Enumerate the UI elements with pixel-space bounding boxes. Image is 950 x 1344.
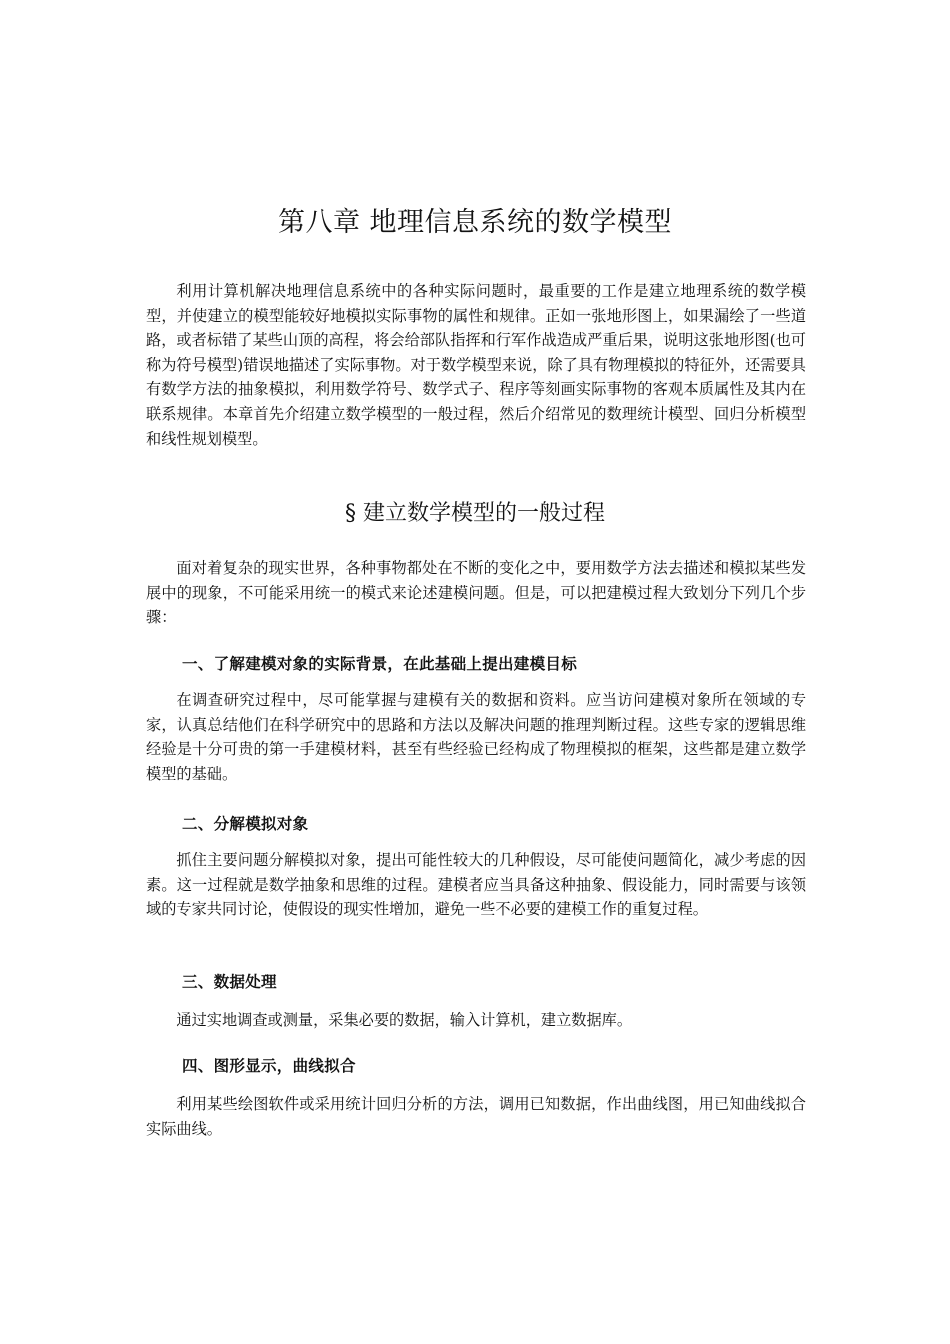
section-intro-paragraph: 面对着复杂的现实世界，各种事物都处在不断的变化之中，要用数学方法去描述和模拟某些发展中的现象，不可能采用统一的模式来论述建模问题。但是，可以把建模过程大致划分下列几个步骤： (146, 559, 806, 627)
step-4-body: 利用某些绘图软件或采用统计回归分析的方法，调用已知数据，作出曲线图，用已知曲线拟合实际曲线。 (146, 1095, 806, 1138)
step-2-body-block (146, 848, 806, 922)
section-title: § 建立数学模型的一般过程 (345, 501, 605, 526)
step-1-body-block (146, 688, 806, 786)
step-2-heading: 二、分解模拟对象 (182, 815, 309, 833)
step-1-body: 在调查研究过程中，尽可能掌握与建模有关的数据和资料。应当访问建模对象所在领域的专家，认真总结他们在科学研究中的思路和方法以及解决问题的推理判断过程。这些专家的逻辑思维经验是十分可贵的第一手建模材料，甚至有些经验已经构成了物理模拟的框架，这些都是建立数学模型的基础。 (146, 691, 806, 783)
intro-paragraph: 利用计算机解决地理信息系统中的各种实际问题时，最重要的工作是建立地理系统的数学模型，并使建立的模型能较好地模拟实际事物的属性和规律。正如一张地形图上，如果漏绘了一些道路，或者标错了某些山顶的高程，将会给部队指挥和行军作战造成严重后果，说明这张地形图(也可称为符号模型)错误地描述了实际事物。对于数学模型来说，除了具有物理模拟的特征外，还需要具有数学方法的抽象模拟，利用数学符号、数学式子、程序等刻画实际事物的客观本质属性及其内在联系规律。本章首先介绍建立数学模型的一般过程，然后介绍常见的数理统计模型、回归分析模型和线性规划模型。 (146, 282, 806, 448)
step-1-heading: 一、了解建模对象的实际背景，在此基础上提出建模目标 (182, 655, 578, 673)
section-intro-block (146, 556, 806, 630)
step-3-heading: 三、数据处理 (182, 973, 277, 991)
intro-paragraph-block (146, 279, 806, 451)
step-2-body: 抓住主要问题分解模拟对象，提出可能性较大的几种假设，尽可能使问题简化，减少考虑的因素。这一过程就是数学抽象和思维的过程。建模者应当具备这种抽象、假设能力，同时需要与该领域的专家共同讨论，使假设的现实性增加，避免一些不必要的建模工作的重复过程。 (146, 851, 806, 919)
chapter-title: 第八章 地理信息系统的数学模型 (277, 207, 673, 238)
step-4-heading: 四、图形显示，曲线拟合 (182, 1057, 356, 1075)
step-3-body-block (146, 1008, 806, 1033)
step-4-body-block (146, 1092, 806, 1141)
step-3-body: 通过实地调查或测量，采集必要的数据，输入计算机，建立数据库。 (176, 1011, 633, 1029)
